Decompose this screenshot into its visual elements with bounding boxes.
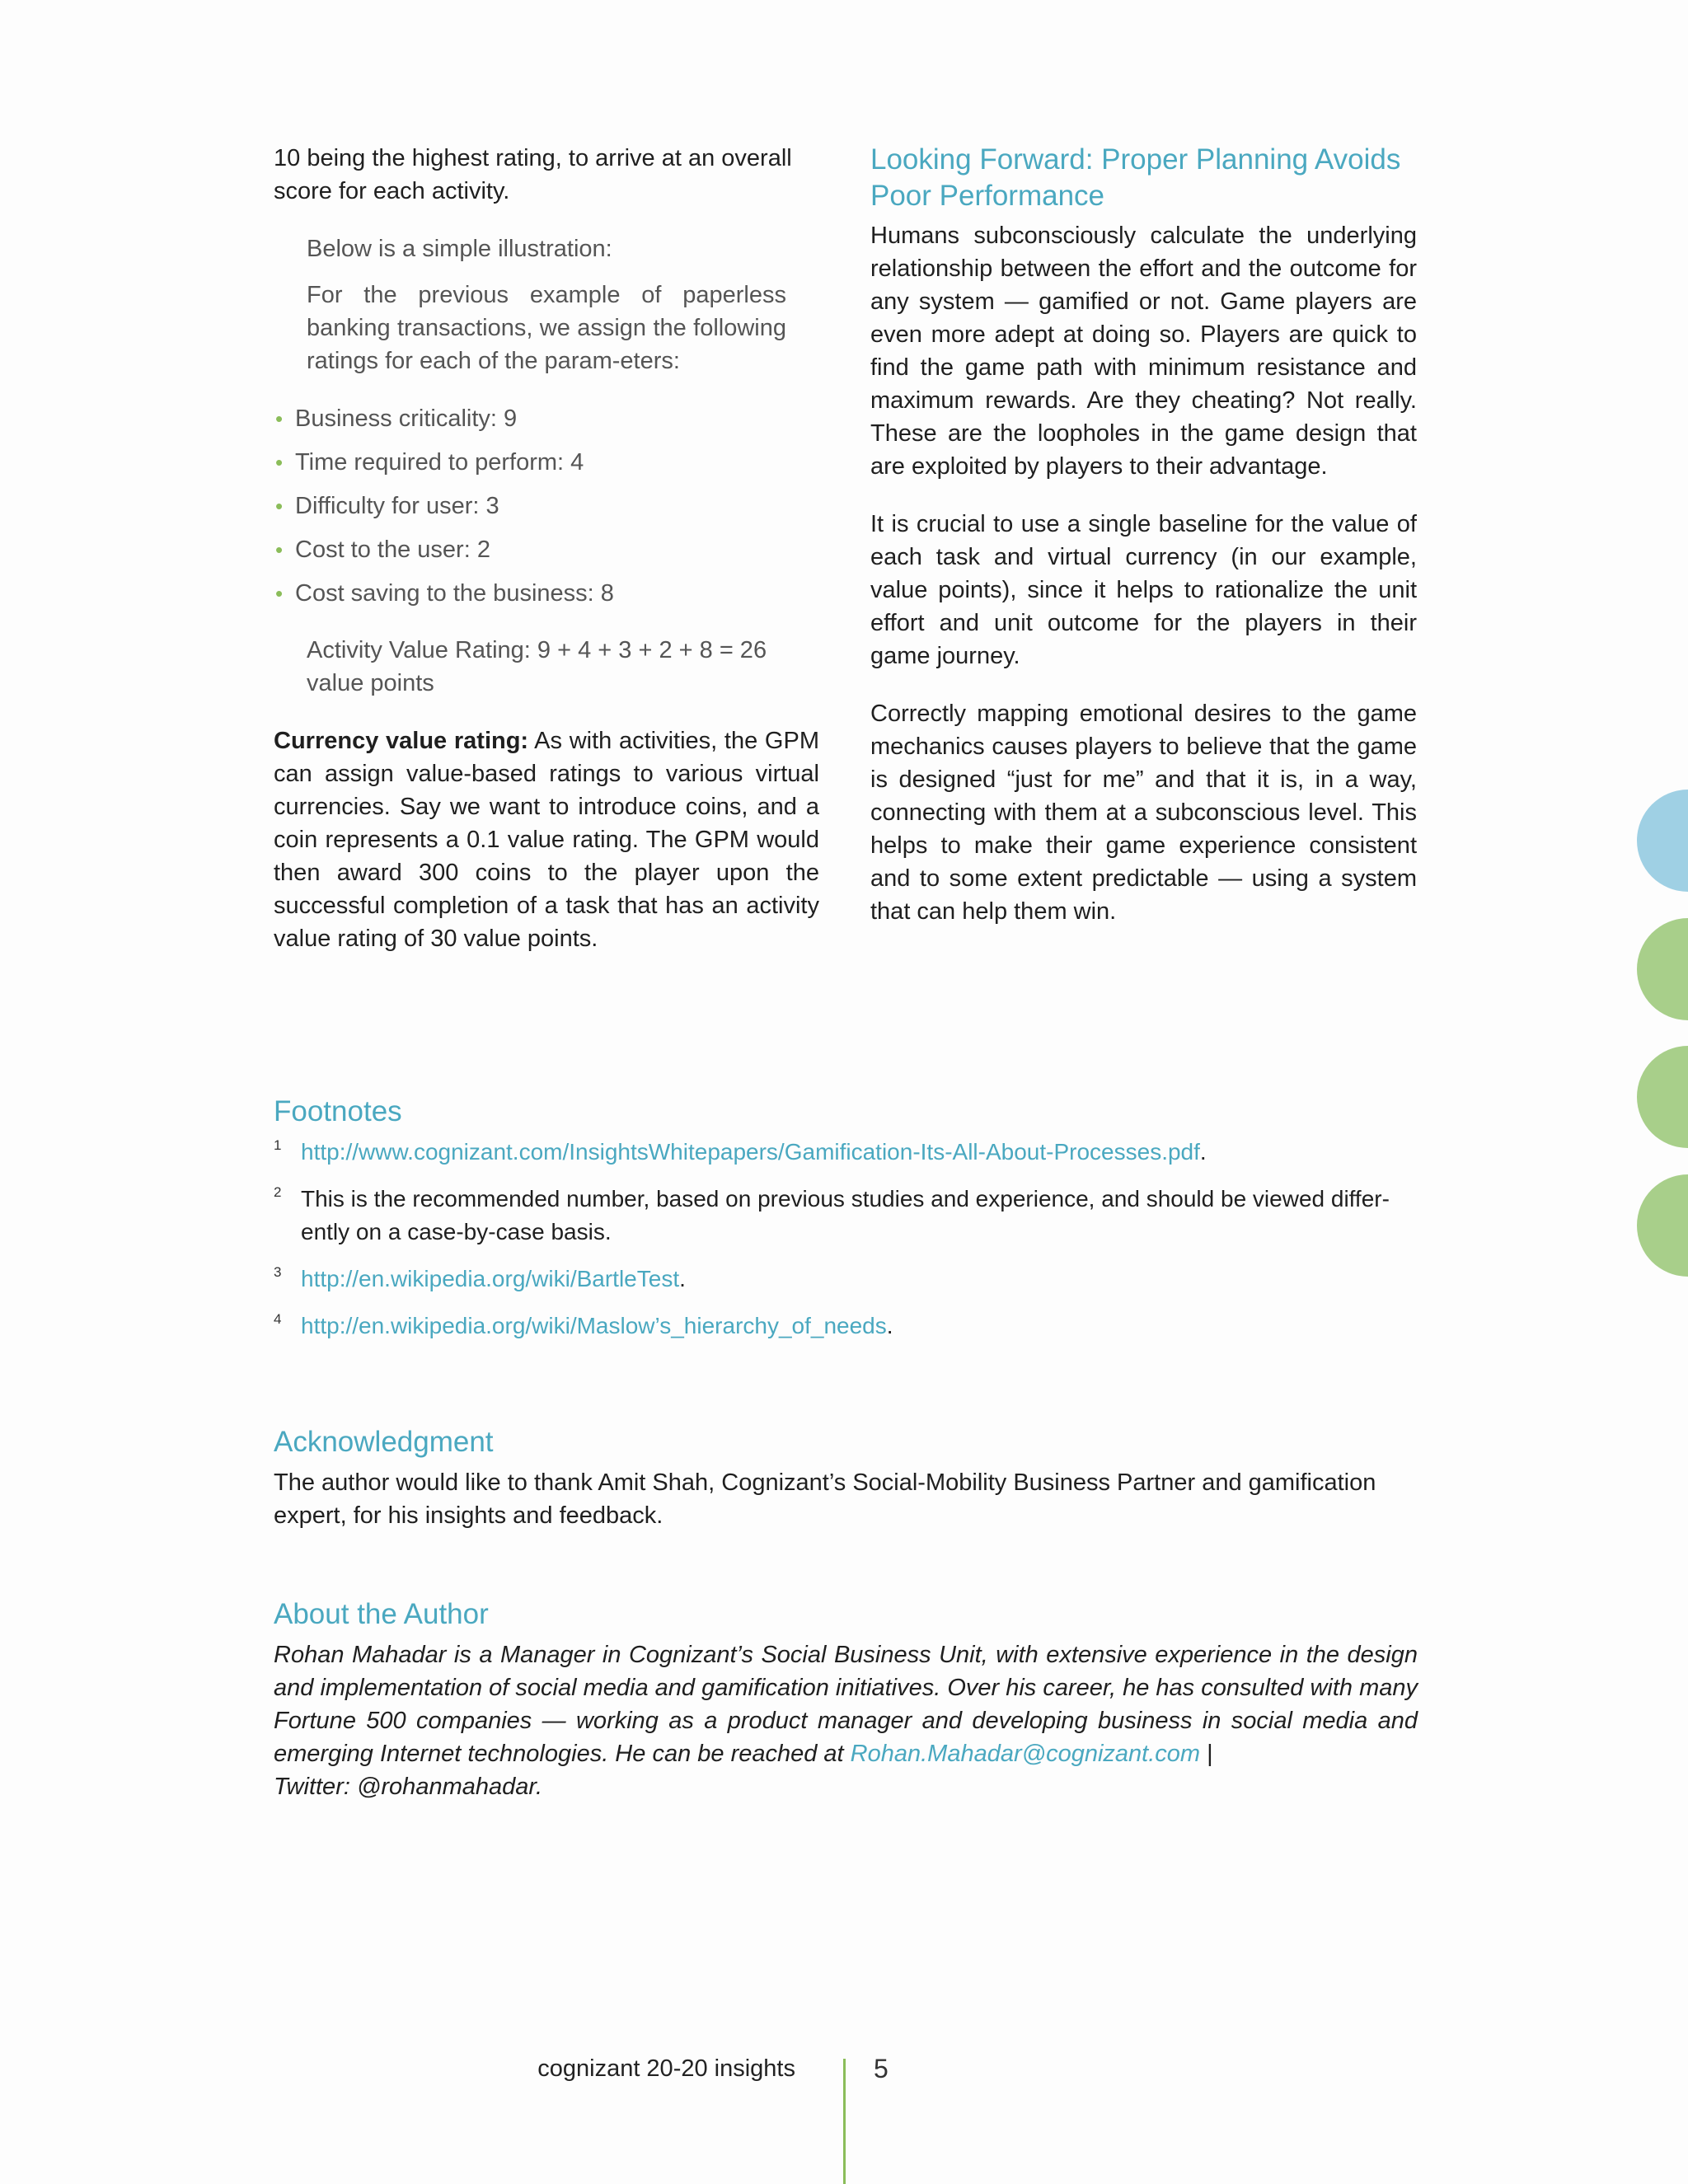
acknowledgment-body: The author would like to thank Amit Shah, Cognizant’s Social-Mobility Business Partner and gamification expert, for his insights and feedback. [274,1469,1376,1529]
footnote-number: 2 [274,1184,282,1200]
list-item: • Difficulty for user: 3 [274,490,753,523]
about-author-section [274,1596,1418,1803]
bullet-dot-icon: • [275,450,284,475]
illustration-body: For the previous example of paperless banking transactions, we assign the following ratings for each of the param-eters: [307,282,786,374]
list-item: • Cost to the user: 2 [274,533,753,566]
ratings-list [274,402,753,610]
footer-divider [843,2059,846,2184]
list-item: • Business criticality: 9 [274,402,753,435]
footnote-link[interactable]: http://en.wikipedia.org/wiki/Maslow’s_hierarchy_of_needs [301,1313,887,1338]
footnote-text: This is the recommended number, based on previous studies and experience, and should be viewed differ-ently on a case-by-case basis. [301,1186,1390,1244]
currency-value-paragraph [274,724,819,955]
footnote-item [274,1183,1418,1249]
right-paragraph-1: Humans subconsciously calculate the underlying relationship between the effort and the outcome for any system — gamified or not. Game players are even more adept at doing so. Players are quick to find the game path with minimum resistance and maximum rewards. Are they cheating? Not really. These are the loopholes in the game design that are exploited by players to their advantage. [870,223,1417,480]
left-column [274,142,819,955]
bullet-dot-icon: • [275,581,284,606]
footnote-item: 3 http://en.wikipedia.org/wiki/BartleTest. [274,1263,1418,1296]
blue-dot-decoration [1637,790,1688,892]
footnotes-section [274,1093,1418,1357]
footnotes-heading: Footnotes [274,1095,402,1127]
currency-value-body: As with activities, the GPM can assign value-based ratings to various virtual currencies. Say we want to introduce coins, and a coin represents a 0.1 value rating. The GPM would then award 300 coins to the player upon the successful completion of a task that has an activity value rating of 30 value points. [274,728,819,952]
author-twitter: Twitter: @rohanmahadar. [274,1774,543,1800]
right-column [870,142,1417,928]
intro-text: 10 being the highest rating, to arrive at an overall score for each activity. [274,145,792,204]
footnote-link[interactable]: http://www.cognizant.com/InsightsWhitepapers/Gamification-Its-All-About-Processes.pdf [301,1139,1200,1165]
list-item: • Time required to perform: 4 [274,446,753,479]
footnote-number: 3 [274,1264,282,1280]
footnote-item: 1 http://www.cognizant.com/InsightsWhitepapers/Gamification-Its-All-About-Processes.pdf. [274,1136,1418,1169]
about-author-body: Rohan Mahadar is a Manager in Cognizant’s Social Business Unit, with extensive experience in the design and implementation of social media and gamification initiatives. Over his career, he has consulted with many Fortune 500 companies — working as a product manager and developing business in social media and emerging Internet technologies. He can be reached at Rohan.Mahadar@cognizant.com | Twitter: @rohanmahadar. [274,1642,1418,1800]
bullet-dot-icon: • [275,537,284,562]
bullet-dot-icon: • [275,494,284,518]
author-email-link[interactable]: Rohan.Mahadar@cognizant.com [850,1741,1201,1767]
looking-forward-heading: Looking Forward: Proper Planning Avoids Poor Performance [870,143,1401,212]
page-number: 5 [874,2054,889,2083]
footnote-number: 1 [274,1137,282,1153]
right-paragraph-2: It is crucial to use a single baseline for the value of each task and virtual currency (in our example, value points), since it helps to rationalize the unit effort and unit outcome for the players in their game journey. [870,511,1417,669]
green-dot-decoration [1637,1046,1688,1148]
illustration-lead: Below is a simple illustration: [307,236,612,262]
currency-value-label: Currency value rating: [274,728,529,754]
footer-brand: cognizant 20-20 insights [537,2055,795,2082]
bullet-dot-icon: • [275,406,284,431]
green-dot-decoration [1637,918,1688,1020]
green-dot-decoration [1637,1174,1688,1277]
footnote-number: 4 [274,1311,282,1327]
about-author-heading: About the Author [274,1598,489,1630]
separator: | [1200,1741,1213,1767]
footnote-link[interactable]: http://en.wikipedia.org/wiki/BartleTest [301,1266,680,1291]
activity-value-rating: Activity Value Rating: 9 + 4 + 3 + 2 + 8 = 26 value points [307,637,767,696]
acknowledgment-heading: Acknowledgment [274,1426,494,1458]
acknowledgment-section [274,1423,1418,1532]
right-paragraph-3: Correctly mapping emotional desires to the game mechanics causes players to believe that the game is designed “just for me” and that it is, in a way, connecting with them at a subconscious level. This helps to make their game experience consistent and to some extent predictable — using a system that can help them win. [870,701,1417,925]
footnote-item: 4 http://en.wikipedia.org/wiki/Maslow’s_hierarchy_of_needs. [274,1310,1418,1343]
list-item: • Cost saving to the business: 8 [274,577,753,610]
